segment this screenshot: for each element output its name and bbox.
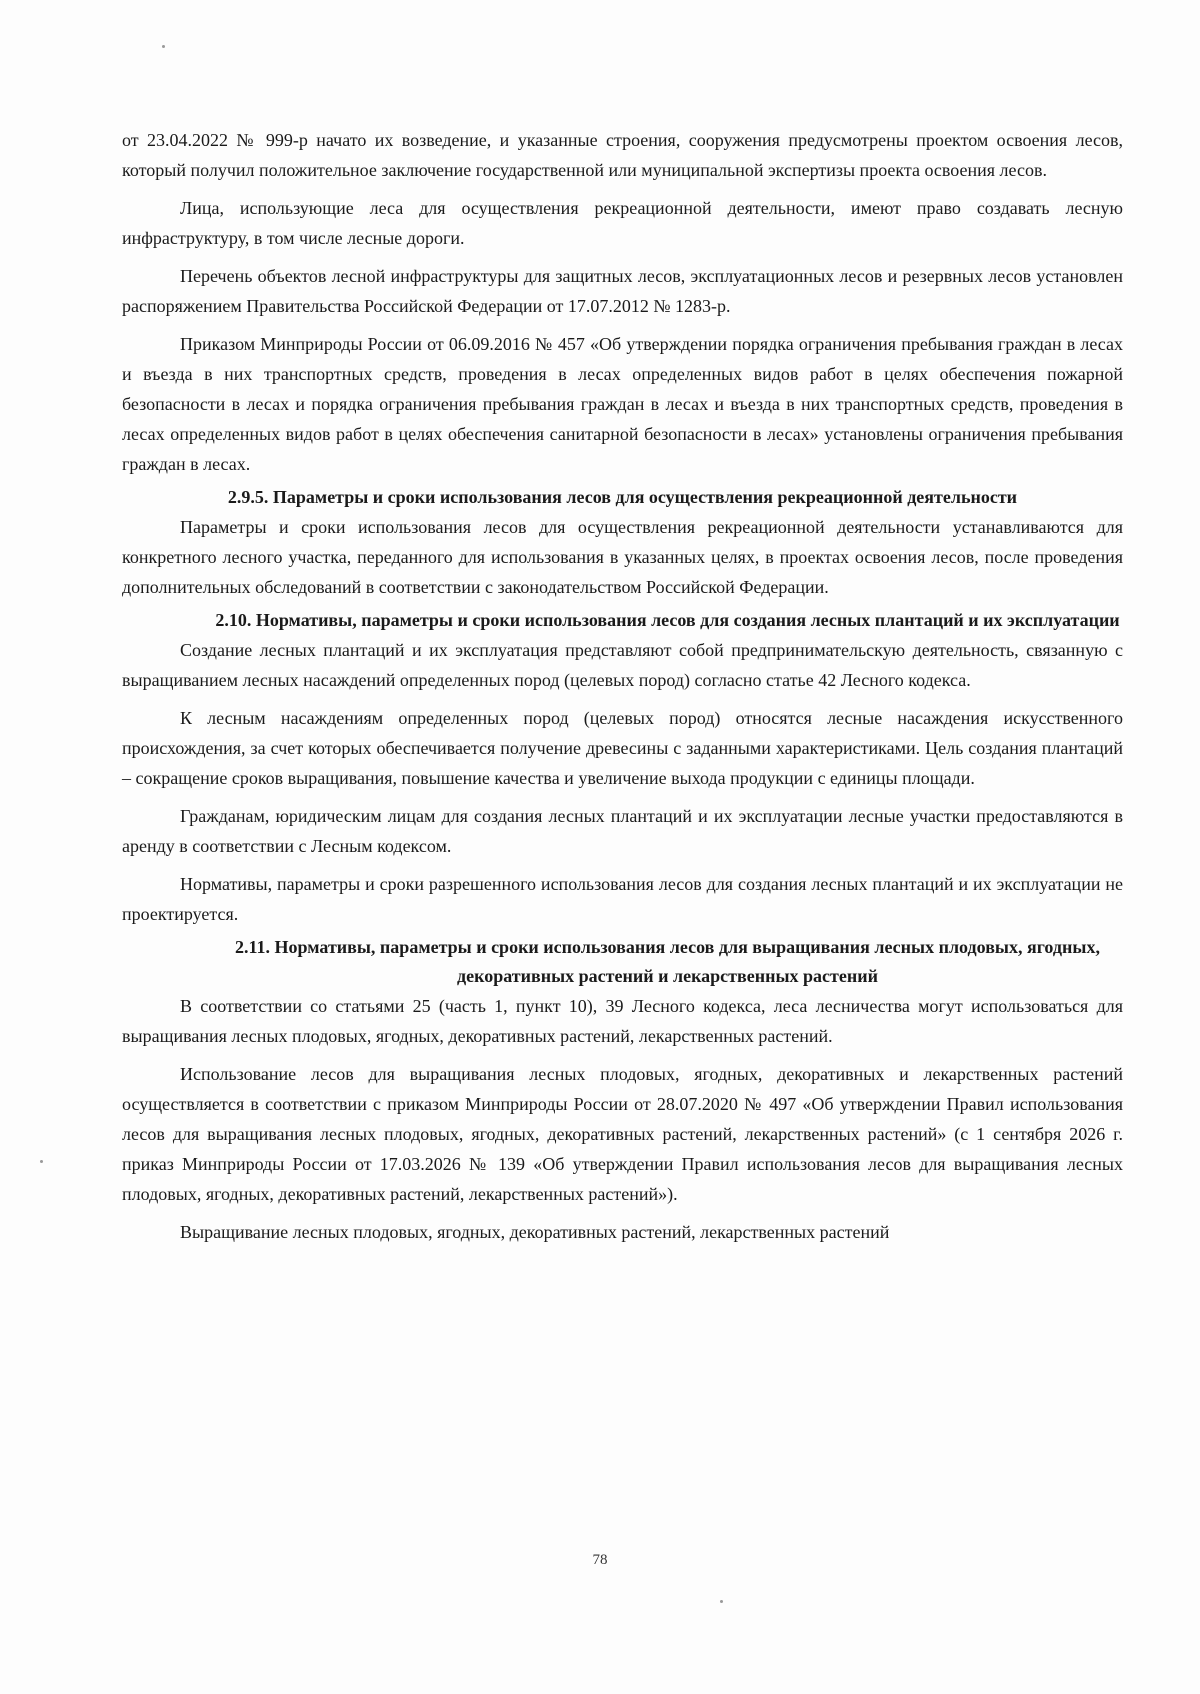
scan-speck <box>40 1160 43 1163</box>
section-heading-2-11: 2.11. Нормативы, параметры и сроки использования лесов для выращивания лесных плодовых, ягодных, декоративных растений и лекарственных растений <box>235 937 1100 986</box>
paragraph-plantations-not-planned: Нормативы, параметры и сроки разрешенного использования лесов для создания лесных плантаций и их эксплуатации не проектируется. <box>122 874 1123 924</box>
paragraph-growing-legal-basis: В соответствии со статьями 25 (часть 1, пункт 10), 39 Лесного кодекса, леса лесничества могут использоваться для выращивания лесных плодовых, ягодных, декоративных растений, лекарственных растений. <box>122 996 1123 1046</box>
page-body <box>122 125 1123 1247</box>
paragraph-target-species: К лесным насаждениям определенных пород (целевых пород) относятся лесные насаждения искусственного происхождения, за счет которых обеспечивается получение древесины с заданными характеристиками. Цель создания плантаций – сокращение сроков выращивания, повышение качества и увеличение выхода продукции с единицы площади. <box>122 708 1123 788</box>
paragraph-continuation: от 23.04.2022 № 999-р начато их возведение, и указанные строения, сооружения предусмотрены проектом освоения лесов, который получил положительное заключение государственной или муниципальной экспертизы проекта освоения лесов. <box>122 130 1123 180</box>
paragraph-restrictions-order: Приказом Минприроды России от 06.09.2016 № 457 «Об утверждении порядка ограничения пребывания граждан в лесах и въезда в них транспортных средств, проведения в лесах определенных видов работ в целях обеспечения пожарной безопасности в лесах и порядка ограничения пребывания граждан в лесах и въезда в них транспортных средств, проведения в лесах определенных видов работ в целях обеспечения санитарной безопасности в лесах» установлены ограничения пребывания граждан в лесах. <box>122 334 1123 474</box>
paragraph-growing-last-line: Выращивание лесных плодовых, ягодных, декоративных растений, лекарственных растений <box>180 1222 890 1242</box>
scan-speck <box>720 1600 723 1603</box>
paragraph-infrastructure-list: Перечень объектов лесной инфраструктуры для защитных лесов, эксплуатационных лесов и резервных лесов установлен распоряжением Правительства Российской Федерации от 17.07.2012 № 1283-р. <box>122 266 1123 316</box>
section-heading-2-10: 2.10. Нормативы, параметры и сроки использования лесов для создания лесных плантаций и их эксплуатации <box>215 610 1120 630</box>
scan-speck <box>162 45 165 48</box>
paragraph-recreation-parameters: Параметры и сроки использования лесов для осуществления рекреационной деятельности устанавливаются для конкретного лесного участка, переданного для использования в указанных целях, в проектах освоения лесов, после проведения дополнительных обследований в соответствии с законодательством Российской Федерации. <box>122 517 1123 597</box>
paragraph-plantations-lease: Гражданам, юридическим лицам для создания лесных плантаций и их эксплуатации лесные участки предоставляются в аренду в соответствии с Лесным кодексом. <box>122 806 1123 856</box>
paragraph-infrastructure-right: Лица, использующие леса для осуществления рекреационной деятельности, имеют право создавать лесную инфраструктуру, в том числе лесные дороги. <box>122 198 1123 248</box>
paragraph-plantations-definition: Создание лесных плантаций и их эксплуатация представляют собой предпринимательскую деятельность, связанную с выращиванием лесных насаждений определенных пород (целевых пород) согласно статье 42 Лесного кодекса. <box>122 640 1123 690</box>
section-heading-2-9-5: 2.9.5. Параметры и сроки использования лесов для осуществления рекреационной деятельности <box>227 487 1018 507</box>
paragraph-growing-order: Использование лесов для выращивания лесных плодовых, ягодных, декоративных и лекарственных растений осуществляется в соответствии с приказом Минприроды России от 28.07.2020 № 497 «Об утверждении Правил использования лесов для выращивания лесных плодовых, ягодных, декоративных растений, лекарственных растений» (с 1 сентября 2026 г. приказ Минприроды России от 17.03.2026 № 139 «Об утверждении Правил использования лесов для выращивания лесных плодовых, ягодных, декоративных растений, лекарственных растений»). <box>122 1064 1123 1204</box>
page-number: 78 <box>592 1552 608 1568</box>
